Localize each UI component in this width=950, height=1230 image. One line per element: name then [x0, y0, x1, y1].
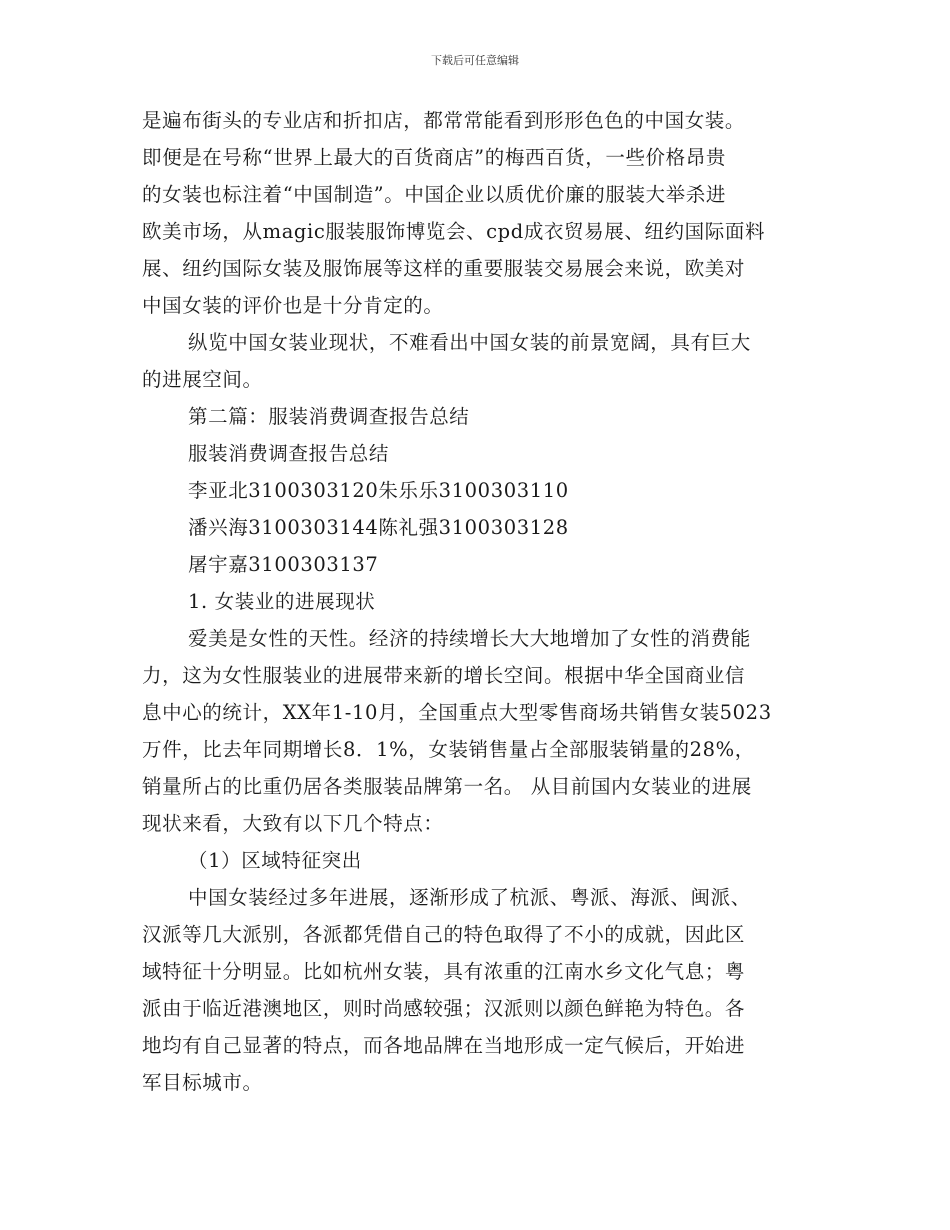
- paragraph-line: 纵览中国女装业现状，不难看出中国女装的前景宽阔，具有巨大: [188, 331, 751, 354]
- subsection-heading: （1）区域特征突出: [188, 849, 362, 872]
- paragraph-line: 军目标城市。: [142, 1071, 263, 1094]
- report-title: 服装消费调查报告总结: [188, 442, 390, 465]
- paragraph-line: 爱美是女性的天性。经济的持续增长大大地增加了女性的消费能: [188, 627, 751, 650]
- page-header-note: 下载后可任意编辑: [431, 54, 519, 67]
- paragraph-line: 展、纽约国际女装及服饰展等这样的重要服装交易展会来说，欧美对: [142, 257, 746, 280]
- paragraph-line: 的进展空间。: [142, 368, 263, 391]
- paragraph-line: 力，这为女性服装业的进展带来新的增长空间。根据中华全国商业信: [142, 664, 746, 687]
- subsection-heading: 1. 女装业的进展现状: [188, 590, 376, 613]
- section-title: 第二篇：服装消费调查报告总结: [188, 405, 470, 428]
- paragraph-line: 汉派等几大派别，各派都凭借自己的特色取得了不小的成就，因此区: [142, 923, 746, 946]
- paragraph-line: 派由于临近港澳地区，则时尚感较强；汉派则以颜色鲜艳为特色。各: [142, 997, 746, 1020]
- paragraph-line: 中国女装经过多年进展，逐渐形成了杭派、粤派、海派、闽派、: [188, 886, 751, 909]
- paragraph-line: 息中心的统计，XX年1-10月，全国重点大型零售商场共销售女装5023: [142, 701, 772, 724]
- author-line: 潘兴海3100303144陈礼强3100303128: [188, 516, 569, 539]
- paragraph-line: 地均有自己显著的特点，而各地品牌在当地形成一定气候后，开始进: [142, 1034, 746, 1057]
- paragraph-line: 中国女装的评价也是十分肯定的。: [142, 294, 444, 317]
- paragraph-line: 是遍布街头的专业店和折扣店，都常常能看到形形色色的中国女装。: [142, 109, 746, 132]
- paragraph-line: 的女装也标注着“中国制造”。中国企业以质优价廉的服装大举杀进: [142, 183, 726, 206]
- paragraph-line: 即便是在号称“世界上最大的百货商店”的梅西百货，一些价格昂贵: [142, 146, 726, 169]
- author-line: 李亚北3100303120朱乐乐3100303110: [188, 479, 569, 502]
- paragraph-line: 万件，比去年同期增长8．1%，女装销售量占全部服装销量的28%，: [142, 738, 755, 761]
- paragraph-line: 销量所占的比重仍居各类服装品牌第一名。 从目前国内女装业的进展: [142, 775, 752, 798]
- paragraph-line: 域特征十分明显。比如杭州女装，具有浓重的江南水乡文化气息；粤: [142, 960, 746, 983]
- paragraph-line: 现状来看，大致有以下几个特点：: [142, 812, 444, 835]
- paragraph-line: 欧美市场，从magic服装服饰博览会、cpd成衣贸易展、纽约国际面料: [142, 220, 766, 243]
- document-body: [142, 102, 812, 1101]
- author-line: 屠宇嘉3100303137: [188, 553, 379, 576]
